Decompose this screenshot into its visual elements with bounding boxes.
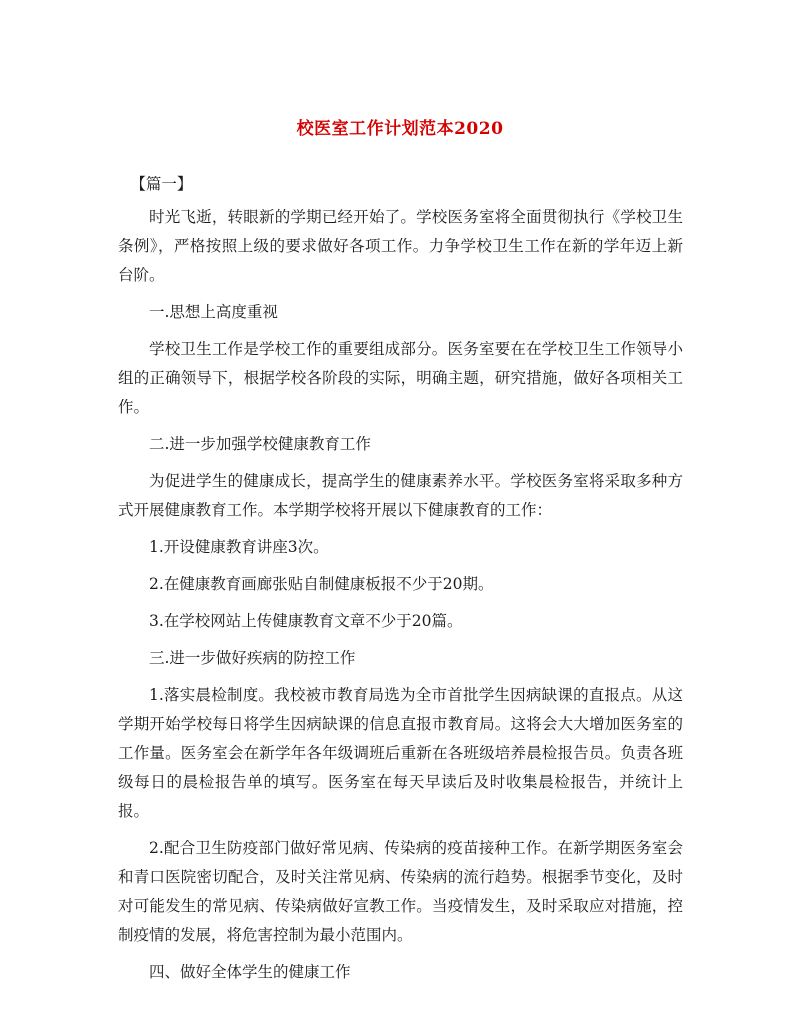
list-item-2-2: 2.在健康教育画廊张贴自制健康板报不少于20期。 [149, 575, 494, 593]
paragraph-section-2: 为促进学生的健康成长，提高学生的健康素养水平。学校医务室将采取多种方式开展健康教育工作。本学期学校将开展以下健康教育的工作： [118, 472, 683, 519]
heading-section-3: 三.进一步做好疾病的防控工作 [149, 649, 356, 667]
heading-section-2: 二.进一步加强学校健康教育工作 [149, 435, 371, 453]
paragraph-section-1: 学校卫生工作是学校工作的重要组成部分。医务室要在在学校卫生工作领导小组的正确领导下，根据学校各阶段的实际，明确主题，研究措施，做好各项相关工作。 [118, 340, 683, 416]
list-item-2-1: 1.开设健康教育讲座3次。 [149, 538, 329, 556]
document-title: 校医室工作计划范本2020 [296, 119, 504, 139]
paragraph-section-3-1: 1.落实晨检制度。我校被市教育局选为全市首批学生因病缺课的直报点。从这学期开始学校每日将学生因病缺课的信息直报市教育局。这将会大大增加医务室的工作量。医务室会在新学年各年级调班后重新在各班级培养晨检报告员。负责各班级每日的晨检报告单的填写。医务室在每天早读后及时收集晨检报告，并统计上报。 [118, 686, 683, 820]
document-body [118, 170, 683, 995]
section-label: 【篇一】 [130, 175, 193, 193]
paragraph-intro: 时光飞逝，转眼新的学期已经开始了。学校医务室将全面贯彻执行《学校卫生条例》，严格按照上级的要求做好各项工作。力争学校卫生工作在新的学年迈上新台阶。 [118, 208, 683, 284]
list-item-2-3: 3.在学校网站上传健康教育文章不少于20篇。 [149, 612, 463, 630]
paragraph-section-3-2: 2.配合卫生防疫部门做好常见病、传染病的疫苗接种工作。在新学期医务室会和青口医院密切配合，及时关注常见病、传染病的流行趋势。根据季节变化，及时对可能发生的常见病、传染病做好宣教工作。当疫情发生，及时采取应对措施，控制疫情的发展，将危害控制为最小范围内。 [118, 839, 683, 944]
heading-section-1: 一.思想上高度重视 [149, 303, 278, 321]
heading-section-4: 四、做好全体学生的健康工作 [149, 963, 351, 981]
